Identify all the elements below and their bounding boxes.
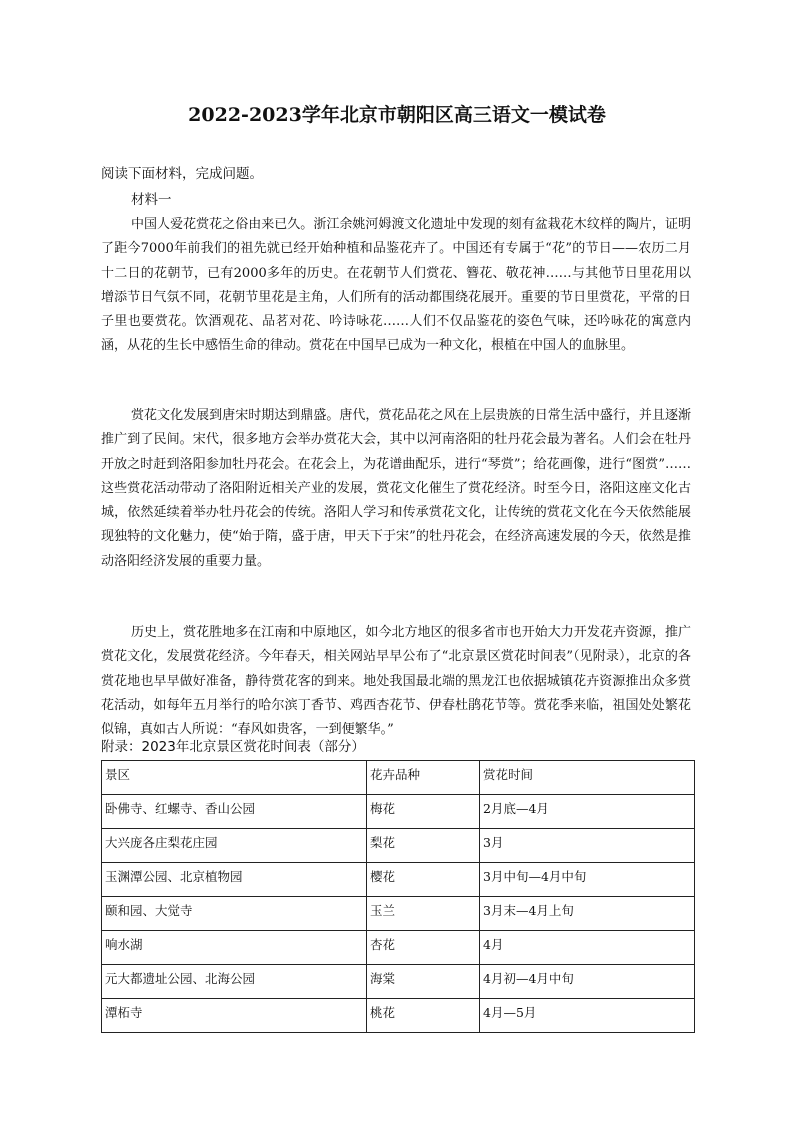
table-cell-time: 4月—5月 xyxy=(480,999,695,1033)
flower-viewing-table xyxy=(101,760,695,1033)
table-row xyxy=(102,999,695,1033)
table-cell-time: 2月底—4月 xyxy=(480,795,695,829)
table-cell-flower: 梨花 xyxy=(367,829,480,863)
table-row xyxy=(102,897,695,931)
table-cell-time: 3月末—4月上旬 xyxy=(480,897,695,931)
table-cell-flower: 海棠 xyxy=(367,965,480,999)
table-row xyxy=(102,965,695,999)
material-label: 材料一 xyxy=(131,192,172,208)
paragraph-1: 中国人爱花赏花之俗由来已久。浙江余姚河姆渡文化遗址中发现的刻有盆栽花木纹样的陶片，证明了距今7000年前我们的祖先就已经开始种植和品鉴花卉了。中国还有专属于“花”的节日——农历二月十二日的花朝节，已有2000多年的历史。在花朝节人们赏花、簪花、敬花神……与其他节日里花用以增添节日气氛不同，花朝节里花是主角，人们所有的活动都围绕花展开。重要的节日里赏花，平常的日子里也要赏花。饮酒观花、品茗对花、吟诗咏花……人们不仅品鉴花的姿色气味，还吟咏花的寓意内涵，从花的生长中感悟生命的律动。赏花在中国早已成为一种文化，根植在中国人的血脉里。 xyxy=(101,217,691,354)
table-cell-flower: 樱花 xyxy=(367,863,480,897)
table-cell-time: 4月 xyxy=(480,931,695,965)
table-row xyxy=(102,931,695,965)
paragraph-3: 历史上，赏花胜地多在江南和中原地区，如今北方地区的很多省市也开始大力开发花卉资源，推广赏花文化，发展赏花经济。今年春天，相关网站早早公布了“北京景区赏花时间表”（见附录），北京的各赏花地也早早做好准备，静待赏花客的到来。地处我国最北端的黑龙江也依据城镇花卉资源推出众多赏花活动，如每年五月举行的哈尔滨丁香节、鸡西杏花节、伊春杜鹃花节等。赏花季来临，祖国处处繁花似锦，真如古人所说：“春风如贵客，一到便繁华。” xyxy=(101,625,691,738)
table-row xyxy=(102,863,695,897)
table-header-cell: 花卉品种 xyxy=(367,761,480,795)
table-cell-flower: 梅花 xyxy=(367,795,480,829)
table-cell-scenic-area: 玉渊潭公园、北京植物园 xyxy=(102,863,367,897)
table-cell-scenic-area: 大兴庞各庄梨花庄园 xyxy=(102,829,367,863)
table-header-cell: 景区 xyxy=(102,761,367,795)
table-cell-scenic-area: 卧佛寺、红螺寺、香山公园 xyxy=(102,795,367,829)
page-title: 2022-2023学年北京市朝阳区高三语文一模试卷 xyxy=(188,104,606,126)
reading-prompt: 阅读下面材料，完成问题。 xyxy=(101,166,263,182)
table-cell-time: 4月初—4月中旬 xyxy=(480,965,695,999)
table-cell-flower: 桃花 xyxy=(367,999,480,1033)
paragraph-2: 赏花文化发展到唐宋时期达到鼎盛。唐代，赏花品花之风在上层贵族的日常生活中盛行，并且逐渐推广到了民间。宋代，很多地方会举办赏花大会，其中以河南洛阳的牡丹花会最为著名。人们会在牡丹开放之时赶到洛阳参加牡丹花会。在花会上，为花谱曲配乐，进行“琴赏”；给花画像，进行“图赏”……这些赏花活动带动了洛阳附近相关产业的发展，赏花文化催生了赏花经济。时至今日，洛阳这座文化古城，依然延续着举办牡丹花会的传统。洛阳人学习和传承赏花文化，让传统的赏花文化在今天依然能展现独特的文化魅力，使“始于隋，盛于唐，甲天下于宋”的牡丹花会，在经济高速发展的今天，依然是推动洛阳经济发展的重要力量。 xyxy=(101,408,691,569)
table-header-row xyxy=(102,761,695,795)
table-cell-time: 3月 xyxy=(480,829,695,863)
table-cell-flower: 玉兰 xyxy=(367,897,480,931)
appendix-title: 附录：2023年北京景区赏花时间表（部分） xyxy=(101,739,365,755)
table-cell-flower: 杏花 xyxy=(367,931,480,965)
table-cell-scenic-area: 响水湖 xyxy=(102,931,367,965)
table-row xyxy=(102,795,695,829)
table-cell-scenic-area: 颐和园、大觉寺 xyxy=(102,897,367,931)
table-row xyxy=(102,829,695,863)
table-cell-scenic-area: 潭柘寺 xyxy=(102,999,367,1033)
table-header-cell: 赏花时间 xyxy=(480,761,695,795)
table-cell-time: 3月中旬—4月中旬 xyxy=(480,863,695,897)
table-cell-scenic-area: 元大都遗址公园、北海公园 xyxy=(102,965,367,999)
